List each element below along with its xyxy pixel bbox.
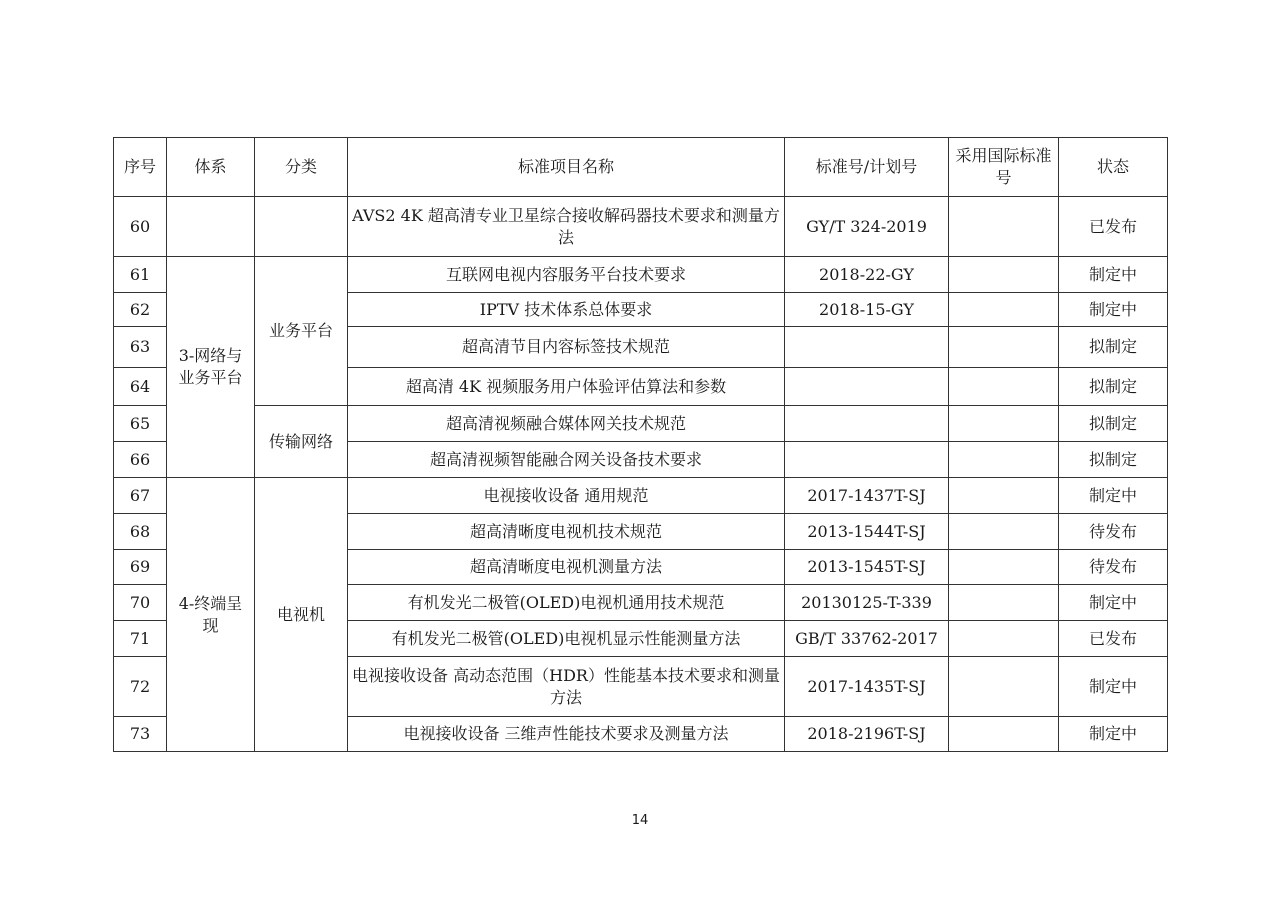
row-status: 制定中 [1059, 293, 1168, 327]
row-no: 69 [114, 550, 167, 585]
row-intl [949, 327, 1059, 368]
header-name: 标准项目名称 [348, 138, 785, 197]
header-category: 分类 [255, 138, 348, 197]
row-std-no: GB/T 33762-2017 [785, 621, 949, 657]
row-no: 64 [114, 368, 167, 406]
row-status: 制定中 [1059, 657, 1168, 717]
row-no: 68 [114, 514, 167, 550]
row-std-no: 2017-1437T-SJ [785, 478, 949, 514]
header-status: 状态 [1059, 138, 1168, 197]
row-name: IPTV 技术体系总体要求 [348, 293, 785, 327]
row-std-no: 2018-22-GY [785, 257, 949, 293]
header-intl: 采用国际标准号 [949, 138, 1059, 197]
row-intl [949, 293, 1059, 327]
row-std-no: 2013-1544T-SJ [785, 514, 949, 550]
category-transmission-network: 传输网络 [255, 406, 348, 478]
row-intl [949, 368, 1059, 406]
row-intl [949, 585, 1059, 621]
row-std-no: 2017-1435T-SJ [785, 657, 949, 717]
system-network: 3-网络与业务平台 [167, 257, 255, 478]
row-name: AVS2 4K 超高清专业卫星综合接收解码器技术要求和测量方法 [348, 197, 785, 257]
row-intl [949, 550, 1059, 585]
table-row [114, 197, 1168, 257]
row-std-no [785, 368, 949, 406]
row-intl [949, 406, 1059, 442]
row-intl [949, 621, 1059, 657]
row-std-no [785, 406, 949, 442]
row-intl [949, 197, 1059, 257]
table-row [114, 406, 1168, 442]
row-name: 超高清视频智能融合网关设备技术要求 [348, 442, 785, 478]
category-cell [255, 197, 348, 257]
row-status: 拟制定 [1059, 442, 1168, 478]
header-row [114, 138, 1168, 197]
row-no: 72 [114, 657, 167, 717]
row-status: 已发布 [1059, 197, 1168, 257]
row-name: 超高清视频融合媒体网关技术规范 [348, 406, 785, 442]
row-no: 73 [114, 717, 167, 752]
row-std-no: 20130125-T-339 [785, 585, 949, 621]
row-intl [949, 657, 1059, 717]
category-tv: 电视机 [255, 478, 348, 752]
row-name: 电视接收设备 三维声性能技术要求及测量方法 [348, 717, 785, 752]
row-no: 61 [114, 257, 167, 293]
table-row [114, 478, 1168, 514]
row-name: 超高清晰度电视机测量方法 [348, 550, 785, 585]
row-no: 70 [114, 585, 167, 621]
header-system: 体系 [167, 138, 255, 197]
row-status: 已发布 [1059, 621, 1168, 657]
system-terminal: 4-终端呈现 [167, 478, 255, 752]
header-std-no: 标准号/计划号 [785, 138, 949, 197]
row-no: 71 [114, 621, 167, 657]
row-name: 互联网电视内容服务平台技术要求 [348, 257, 785, 293]
row-name: 超高清 4K 视频服务用户体验评估算法和参数 [348, 368, 785, 406]
row-status: 拟制定 [1059, 327, 1168, 368]
row-no: 67 [114, 478, 167, 514]
row-name: 有机发光二极管(OLED)电视机通用技术规范 [348, 585, 785, 621]
row-std-no: GY/T 324-2019 [785, 197, 949, 257]
page-number: 14 [631, 813, 649, 828]
row-name: 超高清节目内容标签技术规范 [348, 327, 785, 368]
row-status: 拟制定 [1059, 368, 1168, 406]
row-intl [949, 442, 1059, 478]
row-name: 有机发光二极管(OLED)电视机显示性能测量方法 [348, 621, 785, 657]
row-std-no: 2018-2196T-SJ [785, 717, 949, 752]
table-row [114, 257, 1168, 293]
row-no: 62 [114, 293, 167, 327]
row-status: 制定中 [1059, 478, 1168, 514]
row-intl [949, 478, 1059, 514]
row-no: 66 [114, 442, 167, 478]
standards-table [113, 137, 1168, 752]
row-status: 待发布 [1059, 514, 1168, 550]
row-status: 拟制定 [1059, 406, 1168, 442]
category-business-platform: 业务平台 [255, 257, 348, 406]
row-no: 63 [114, 327, 167, 368]
row-status: 制定中 [1059, 257, 1168, 293]
row-std-no: 2013-1545T-SJ [785, 550, 949, 585]
row-intl [949, 514, 1059, 550]
row-no: 65 [114, 406, 167, 442]
header-no: 序号 [114, 138, 167, 197]
row-no: 60 [114, 197, 167, 257]
row-status: 制定中 [1059, 717, 1168, 752]
row-intl [949, 257, 1059, 293]
row-status: 待发布 [1059, 550, 1168, 585]
row-name: 超高清晰度电视机技术规范 [348, 514, 785, 550]
row-name: 电视接收设备 高动态范围（HDR）性能基本技术要求和测量方法 [348, 657, 785, 717]
row-name: 电视接收设备 通用规范 [348, 478, 785, 514]
row-std-no [785, 327, 949, 368]
row-status: 制定中 [1059, 585, 1168, 621]
row-std-no: 2018-15-GY [785, 293, 949, 327]
row-std-no [785, 442, 949, 478]
system-cell [167, 197, 255, 257]
row-intl [949, 717, 1059, 752]
